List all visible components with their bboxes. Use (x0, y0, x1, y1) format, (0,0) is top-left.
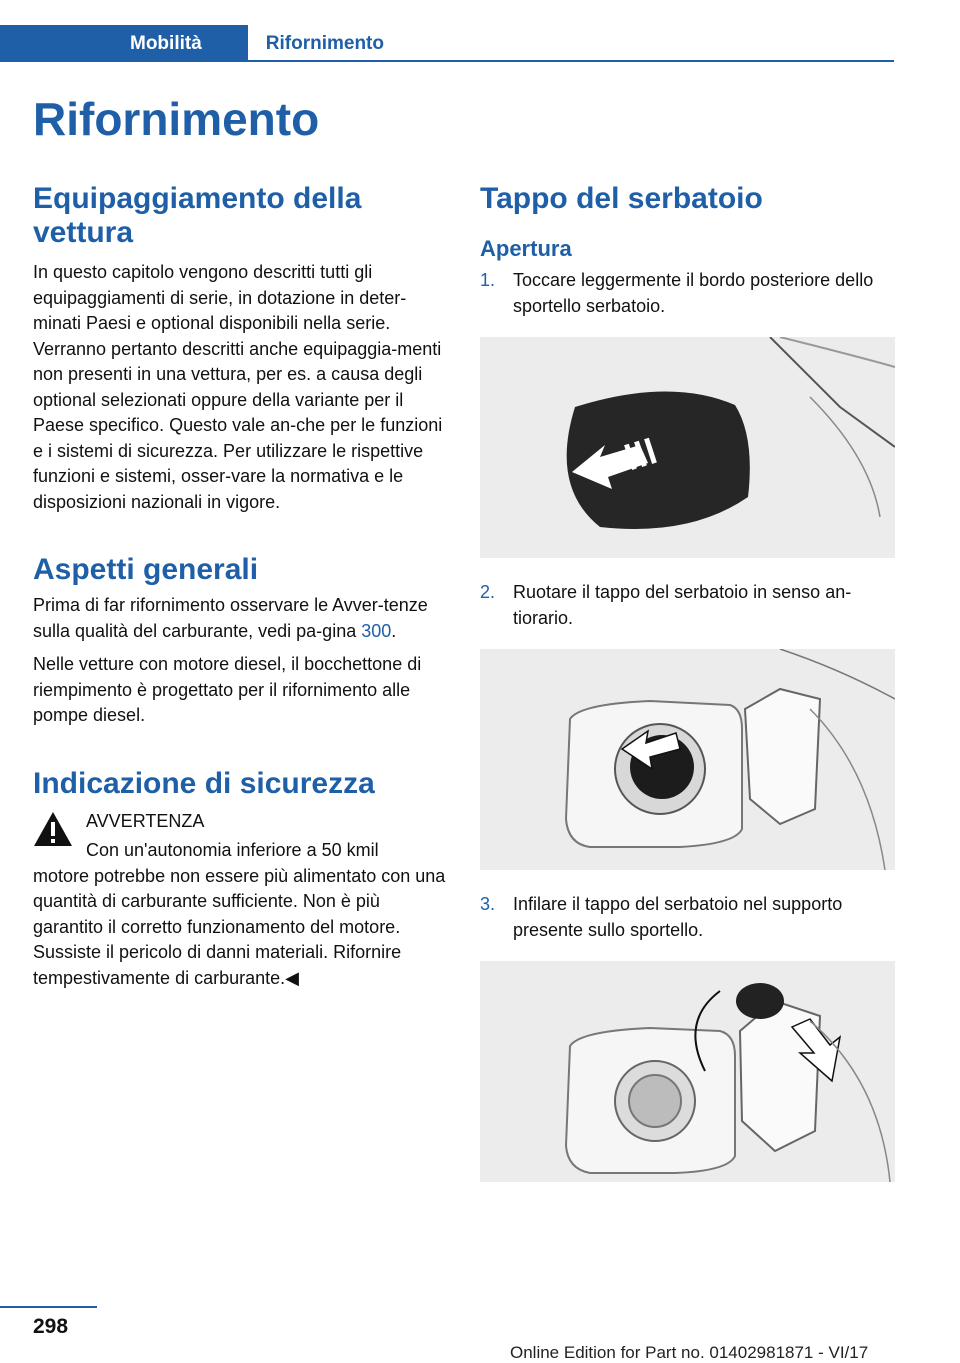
warning-label: AVVERTENZA (86, 810, 205, 831)
fuel-cap-holder-photo (480, 961, 895, 1182)
steps-list (480, 268, 895, 1182)
warning-block (33, 809, 448, 992)
right-column (480, 182, 895, 1182)
step-number: 2. (480, 582, 496, 602)
tab-mobilita-label: Mobilità (130, 32, 202, 54)
step-number: 3. (480, 894, 496, 914)
page-300-link[interactable]: 300 (361, 620, 392, 641)
fuel-flap-photo (480, 337, 895, 558)
step-item (480, 580, 895, 870)
header-tabs (0, 25, 402, 62)
aspetti-text-before: Prima di far rifornimento osservare le Avver‐tenze sulla qualità del carburante, vedi pa‐gina (33, 595, 428, 641)
header-underline (222, 60, 894, 62)
page-title: Rifornimento (33, 93, 320, 145)
fuel-cap-turn-photo (480, 649, 895, 870)
step-text: Ruotare il tappo del serbatoio in senso an‐tiorario. (513, 582, 852, 628)
section-body-aspetti-1 (33, 593, 448, 644)
footer-line (0, 1306, 97, 1308)
warning-body: motore potrebbe non essere più alimentato con una quantità di carburante sufficiente. Non è più garantito il corretto funzionamento del motore. Sussiste il pericolo di danni materiali. Rifornire tempestivamente di carburante.◀ (33, 865, 446, 988)
subsection-apertura: Apertura (480, 236, 572, 261)
section-title-equipaggiamento: Equipaggiamento della vettura (33, 182, 362, 249)
section-title-aspetti-generali: Aspetti generali (33, 553, 259, 586)
section-title-tappo: Tappo del serbatoio (480, 182, 763, 215)
tab-rifornimento[interactable] (248, 25, 402, 62)
warning-line-1: Con un'autonomia inferiore a 50 kmil (86, 840, 379, 860)
page-number: 298 (33, 1315, 69, 1338)
section-body-equipaggiamento: In questo capitolo vengono descritti tutti gli equipaggiamenti di serie, in dotazione in deter‐minati Paesi e optional disponibili nella serie. Verranno pertanto descritti anche equipaggia‐menti non presenti in una vettura, per es. a causa degli optional selezionati oppure della variante per il Paese specifico. Questo vale an‐che per le funzioni e i sistemi di sicurezza. Per utilizzare le rispettive funzioni e sistemi, osser‐vare la normativa e le disposizioni nazionali in vigore. (33, 262, 443, 512)
step-item (480, 268, 895, 558)
step-number: 1. (480, 270, 496, 290)
warning-triangle-icon (33, 811, 73, 847)
left-column (33, 182, 448, 991)
step-item (480, 892, 895, 1182)
section-title-sicurezza: Indicazione di sicurezza (33, 766, 375, 800)
edition-text: Online Edition for Part no. 01402981871 - VI/17 (510, 1343, 869, 1362)
tab-rifornimento-label: Rifornimento (265, 32, 384, 54)
section-body-aspetti-2: Nelle vetture con motore diesel, il bocchettone di riempimento è progettato per il rifornimento alle pompe diesel. (33, 654, 422, 725)
step-text: Toccare leggermente il bordo posteriore dello sportello serbatoio. (513, 270, 874, 316)
tab-mobilita[interactable] (0, 25, 248, 62)
aspetti-text-after: . (391, 620, 397, 641)
step-text: Infilare il tappo del serbatoio nel supporto presente sullo sportello. (513, 894, 843, 940)
